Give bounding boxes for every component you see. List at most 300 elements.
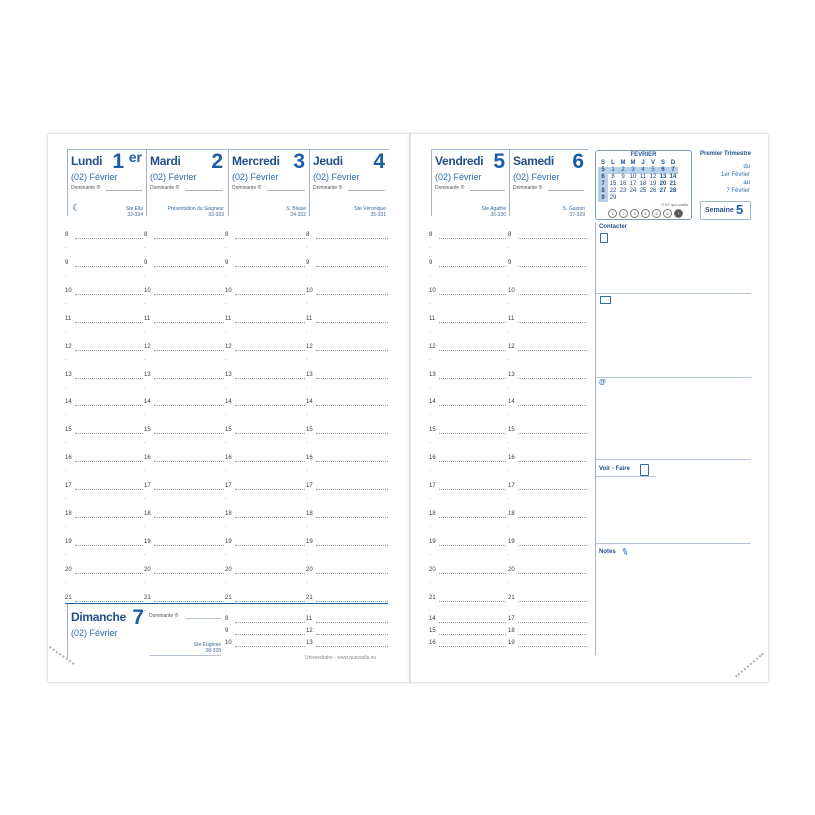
hour-line: [316, 545, 388, 546]
hour-line: [518, 646, 587, 647]
hour-line: [235, 350, 305, 351]
sunday-number: 7: [132, 606, 144, 629]
half-hour-dot: -: [65, 412, 67, 419]
hour-label: 20: [225, 566, 232, 573]
calendar-day: 3: [628, 167, 638, 174]
moon-dot: 4: [641, 209, 650, 218]
hour-line: [75, 266, 143, 267]
day-dominante-line: [267, 190, 305, 191]
day-dominante-line: [106, 190, 142, 191]
hour-line: [235, 601, 305, 602]
calendar-day: 14: [669, 174, 677, 180]
hour-label: 12: [306, 628, 313, 634]
calendar-week: [598, 188, 678, 195]
hour-row: [306, 511, 388, 530]
half-hour-dot: -: [225, 272, 227, 279]
hour-row: [429, 640, 506, 650]
half-hour-dot: -: [306, 524, 308, 530]
hour-label: 11: [65, 315, 72, 322]
hour-row: [429, 511, 506, 530]
hour-label: 12: [225, 343, 232, 350]
hour-label: 8: [306, 232, 310, 238]
hour-row: [65, 427, 143, 447]
hour-line: [439, 433, 506, 434]
hour-line: [154, 433, 224, 434]
calendar-day: 24: [629, 188, 637, 194]
hour-line: [518, 573, 587, 574]
hour-row: [508, 640, 587, 650]
mini-calendar-brand: © 87 quo vadis: [661, 202, 688, 207]
hour-line: [518, 517, 587, 518]
half-hour-dot: -: [508, 607, 510, 614]
hour-line: [316, 294, 388, 295]
hour-row: [225, 259, 305, 279]
half-hour-dot: -: [508, 300, 510, 307]
half-hour-dot: -: [144, 551, 146, 558]
hour-label: 11: [508, 315, 515, 322]
saint-name: Ste Agathe: [481, 206, 506, 212]
hour-row: [306, 232, 388, 251]
hour-line: [316, 238, 388, 239]
hour-label: 9: [306, 259, 310, 266]
half-hour-dot: -: [429, 607, 431, 614]
hour-label: 8: [508, 232, 512, 238]
hour-label: 13: [144, 371, 151, 378]
hour-line: [518, 294, 587, 295]
hour-label: 15: [225, 427, 232, 434]
trimestre-label: Premier Trimestre: [700, 151, 752, 157]
hour-label: 18: [508, 511, 515, 517]
hour-line: [439, 573, 506, 574]
calendar-day: 17: [629, 181, 637, 187]
day-saint: [563, 206, 585, 218]
hour-line: [154, 322, 224, 323]
hour-line: [518, 622, 587, 623]
contacter-line-3: [596, 459, 751, 460]
half-hour-dot: -: [225, 384, 227, 391]
half-hour-dot: -: [508, 272, 510, 279]
hour-line: [439, 405, 506, 406]
calendar-day: 11: [639, 174, 647, 180]
moon-dot: 6: [663, 209, 672, 218]
hour-row: [65, 232, 143, 251]
hour-label: 8: [225, 232, 229, 238]
half-hour-dot: -: [429, 245, 431, 251]
saint-name: Présentation du Seigneur: [167, 206, 224, 212]
hour-line: [154, 489, 224, 490]
hour-line: [235, 405, 305, 406]
hour-row: [508, 343, 587, 363]
saint-code: 36-330: [490, 212, 506, 218]
half-hour-dot: -: [306, 579, 308, 586]
half-hour-dot: -: [65, 440, 67, 447]
half-hour-dot: -: [65, 579, 67, 586]
half-hour-dot: -: [144, 245, 146, 251]
half-hour-dot: -: [225, 245, 227, 251]
hour-label: 21: [429, 594, 436, 601]
hour-label: 18: [225, 511, 232, 517]
mini-calendar: [595, 150, 692, 220]
hour-line: [439, 461, 506, 462]
day-dominante: Dominante ®: [435, 185, 465, 191]
hour-row: [225, 566, 305, 586]
hour-row: [429, 427, 506, 447]
half-hour-dot: -: [225, 300, 227, 307]
hour-label: 15: [429, 427, 436, 434]
half-hour-dot: -: [144, 384, 146, 391]
saint-name: S. Blaise: [286, 206, 306, 212]
calendar-day: 2: [618, 167, 628, 174]
hour-line: [154, 266, 224, 267]
hour-row: [508, 287, 587, 307]
fax-icon: [600, 296, 611, 304]
hour-label: 17: [144, 483, 151, 490]
hour-label: 11: [306, 315, 313, 322]
calendar-week: [598, 181, 678, 188]
day-dominante-line: [185, 190, 223, 191]
hour-line: [235, 489, 305, 490]
hour-row: [508, 399, 587, 419]
hour-line: [75, 294, 143, 295]
day-saint: [354, 206, 386, 218]
hour-line: [75, 322, 143, 323]
hour-label: 16: [429, 455, 436, 462]
hour-line: [518, 634, 587, 635]
hour-line: [316, 573, 388, 574]
hour-row: [306, 343, 388, 363]
sunday-saint: [149, 642, 221, 654]
hour-line: [518, 601, 587, 602]
day-month: (02) Février: [71, 172, 118, 182]
day-saint: [168, 206, 224, 218]
hour-label: 12: [65, 343, 72, 350]
hour-row: [144, 259, 224, 279]
hour-label: 17: [508, 616, 515, 622]
date-range: [700, 163, 750, 195]
hour-label: 8: [144, 232, 148, 238]
weekday-row: [598, 160, 678, 167]
contacter-line-1: [596, 293, 751, 294]
half-hour-dot: -: [65, 384, 67, 391]
hour-line: [439, 634, 506, 635]
hour-label: 21: [65, 594, 72, 601]
half-hour-dot: -: [144, 440, 146, 447]
hour-line: [316, 405, 388, 406]
half-hour-dot: -: [225, 440, 227, 447]
hour-row: [429, 566, 506, 586]
hour-row: [65, 483, 143, 503]
half-hour-dot: -: [429, 328, 431, 335]
hour-line: [316, 489, 388, 490]
calendar-day: [628, 195, 638, 202]
hour-row: [225, 232, 305, 251]
hour-label: 19: [508, 538, 515, 545]
day-header: [309, 149, 389, 216]
calendar-week: [598, 174, 678, 181]
hour-label: 18: [65, 511, 72, 517]
hour-label: 8: [65, 232, 69, 238]
hour-label: 9: [65, 259, 69, 266]
sunday-header: [67, 604, 144, 658]
hour-line: [518, 545, 587, 546]
hour-label: 13: [508, 371, 515, 378]
hour-row: [429, 616, 506, 626]
right-panel-border: [595, 223, 596, 655]
hour-row: [306, 616, 388, 626]
calendar-week: [598, 195, 678, 202]
hour-line: [439, 545, 506, 546]
hour-row: [225, 343, 305, 363]
hour-line: [316, 433, 388, 434]
hour-label: 14: [429, 616, 436, 622]
hour-line: [235, 238, 305, 239]
calendar-day: [658, 195, 668, 202]
half-hour-dot: -: [306, 328, 308, 335]
hour-line: [154, 545, 224, 546]
half-hour-dot: -: [508, 440, 510, 447]
hour-row: [225, 483, 305, 503]
hour-line: [235, 294, 305, 295]
hour-row: [508, 371, 587, 391]
day-header: [146, 149, 227, 216]
saint-name: S. Gaston: [562, 206, 585, 212]
half-hour-dot: -: [429, 496, 431, 503]
hour-line: [154, 378, 224, 379]
hour-label: 11: [429, 315, 436, 322]
day-dominante: Dominante ®: [313, 185, 343, 191]
hour-label: 21: [225, 594, 232, 601]
half-hour-dot: -: [306, 607, 308, 614]
hour-label: 19: [429, 538, 436, 545]
hour-line: [439, 350, 506, 351]
hour-line: [518, 322, 587, 323]
au-label: au: [743, 180, 750, 186]
hour-label: 8: [225, 616, 229, 622]
hour-line: [439, 378, 506, 379]
hour-line: [235, 545, 305, 546]
hour-line: [518, 350, 587, 351]
weekday-cell: M: [620, 160, 626, 166]
hour-row: [144, 427, 224, 447]
hour-line: [316, 350, 388, 351]
hour-label: 8: [429, 232, 433, 238]
day-number: 4: [373, 150, 385, 173]
hour-label: 21: [144, 594, 151, 601]
day-number: 3: [293, 150, 305, 173]
hour-label: 16: [144, 455, 151, 462]
hour-label: 12: [144, 343, 151, 350]
day-month: (02) Février: [313, 172, 360, 182]
hour-label: 10: [225, 287, 232, 294]
contacter-line-2: [596, 377, 751, 378]
hour-label: 18: [429, 511, 436, 517]
calendar-day: 6: [658, 167, 668, 174]
calendar-day: 26: [649, 188, 657, 194]
hour-label: 19: [225, 538, 232, 545]
half-hour-dot: -: [429, 384, 431, 391]
saint-name: Ste Ella: [125, 206, 143, 212]
hour-line: [154, 517, 224, 518]
day-header: [67, 149, 146, 216]
hour-line: [75, 405, 143, 406]
hour-row: [65, 287, 143, 307]
hour-row: [429, 628, 506, 638]
hour-label: 11: [144, 315, 151, 322]
hour-line: [154, 294, 224, 295]
hour-label: 14: [508, 399, 515, 406]
weekday-cell: M: [630, 160, 636, 166]
half-hour-dot: -: [306, 496, 308, 503]
day-name: Jeudi: [313, 154, 343, 168]
hour-row: [65, 566, 143, 586]
day-saint: [482, 206, 506, 218]
half-hour-dot: -: [144, 328, 146, 335]
hour-row: [508, 538, 587, 558]
half-hour-dot: -: [306, 356, 308, 363]
hour-line: [75, 350, 143, 351]
day-number-suffix: er: [128, 149, 142, 165]
day-header: [228, 149, 309, 216]
half-hour-dot: -: [508, 328, 510, 335]
from-date: 1er Février: [720, 172, 750, 178]
to-date: 7 Février: [726, 188, 750, 194]
calendar-day: 5: [598, 167, 608, 174]
hour-line: [154, 350, 224, 351]
hour-line: [235, 517, 305, 518]
hour-label: 17: [429, 483, 436, 490]
calendar-day: 9: [598, 195, 608, 202]
half-hour-dot: -: [508, 496, 510, 503]
saint-code: 35-331: [370, 212, 386, 218]
hour-row: [225, 538, 305, 558]
calendar-week: [598, 167, 678, 174]
day-name: Lundi: [71, 154, 103, 168]
calendar-day: [638, 195, 648, 202]
hour-label: 16: [306, 455, 313, 462]
half-hour-dot: -: [508, 356, 510, 363]
contacter-heading: Contacter: [599, 224, 628, 230]
half-hour-dot: -: [508, 468, 510, 475]
hour-line: [75, 378, 143, 379]
hour-line: [316, 322, 388, 323]
hour-row: [225, 455, 305, 475]
half-hour-dot: -: [429, 272, 431, 279]
hour-row: [144, 483, 224, 503]
hour-row: [429, 343, 506, 363]
half-hour-dot: -: [429, 356, 431, 363]
hour-label: 19: [144, 538, 151, 545]
half-hour-dot: -: [225, 524, 227, 530]
hour-label: 14: [225, 399, 232, 406]
calendar-day: [618, 195, 628, 202]
hour-line: [316, 517, 388, 518]
day-name: Samedi: [513, 154, 554, 168]
half-hour-dot: -: [306, 245, 308, 251]
hour-row: [144, 511, 224, 530]
hour-label: 16: [65, 455, 72, 462]
hour-line: [154, 238, 224, 239]
day-header: [509, 149, 588, 216]
hour-label: 20: [144, 566, 151, 573]
hour-label: 9: [508, 259, 512, 266]
voir-faire-line: [596, 543, 751, 544]
half-hour-dot: -: [429, 579, 431, 586]
hour-line: [235, 378, 305, 379]
day-name: Vendredi: [435, 154, 484, 168]
calendar-day: 29: [609, 195, 617, 201]
hour-label: 19: [508, 640, 515, 646]
mini-calendar-grid: [598, 160, 678, 202]
hour-line: [75, 238, 143, 239]
half-hour-dot: -: [429, 524, 431, 530]
sunday-saint-line: [149, 655, 221, 656]
sunday-saint-code: 38-328: [205, 648, 221, 654]
weekday-cell: D: [670, 160, 676, 166]
hour-line: [518, 489, 587, 490]
hour-line: [316, 634, 388, 635]
half-hour-dot: -: [429, 412, 431, 419]
hour-label: 9: [144, 259, 148, 266]
hour-label: 15: [508, 427, 515, 434]
hour-row: [225, 287, 305, 307]
day-number: 6: [572, 150, 584, 173]
day-number: 5: [493, 150, 505, 173]
calendar-day: 18: [639, 181, 647, 187]
weekday-cell: S: [660, 160, 665, 166]
hour-line: [518, 405, 587, 406]
voir-faire-heading: Voir - Faire: [599, 466, 630, 472]
hour-line: [316, 378, 388, 379]
hour-label: 17: [508, 483, 515, 490]
hour-label: 12: [508, 343, 515, 350]
du-label: du: [743, 164, 750, 170]
weekday-cell: V: [650, 160, 655, 166]
hour-line: [235, 622, 305, 623]
hour-line: [75, 517, 143, 518]
half-hour-dot: -: [65, 496, 67, 503]
half-hour-dot: -: [65, 607, 67, 614]
day-month: (02) Février: [150, 172, 197, 182]
half-hour-dot: -: [306, 440, 308, 447]
hour-line: [316, 646, 388, 647]
hour-label: 13: [225, 371, 232, 378]
hour-row: [306, 628, 388, 638]
calendar-day: 7: [598, 181, 608, 188]
hour-label: 18: [508, 628, 515, 634]
hour-row: [508, 455, 587, 475]
weekday-cell: S: [600, 160, 605, 166]
half-hour-dot: -: [508, 551, 510, 558]
hour-row: [429, 538, 506, 558]
day-dominante: Dominante ®: [71, 185, 101, 191]
half-hour-dot: -: [144, 356, 146, 363]
day-name: Mercredi: [232, 154, 280, 168]
pencil-icon: ✎: [619, 546, 631, 559]
half-hour-dot: -: [65, 272, 67, 279]
hour-row: [508, 259, 587, 279]
hour-line: [439, 517, 506, 518]
day-month: (02) Février: [513, 172, 560, 182]
hour-label: 12: [429, 343, 436, 350]
calendar-day: 13: [659, 174, 667, 180]
hour-label: 9: [225, 259, 229, 266]
hour-row: [306, 427, 388, 447]
spine: [409, 134, 411, 682]
hour-line: [154, 461, 224, 462]
hour-label: 13: [306, 640, 313, 646]
hour-line: [235, 646, 305, 647]
day-number: 1: [112, 150, 124, 173]
